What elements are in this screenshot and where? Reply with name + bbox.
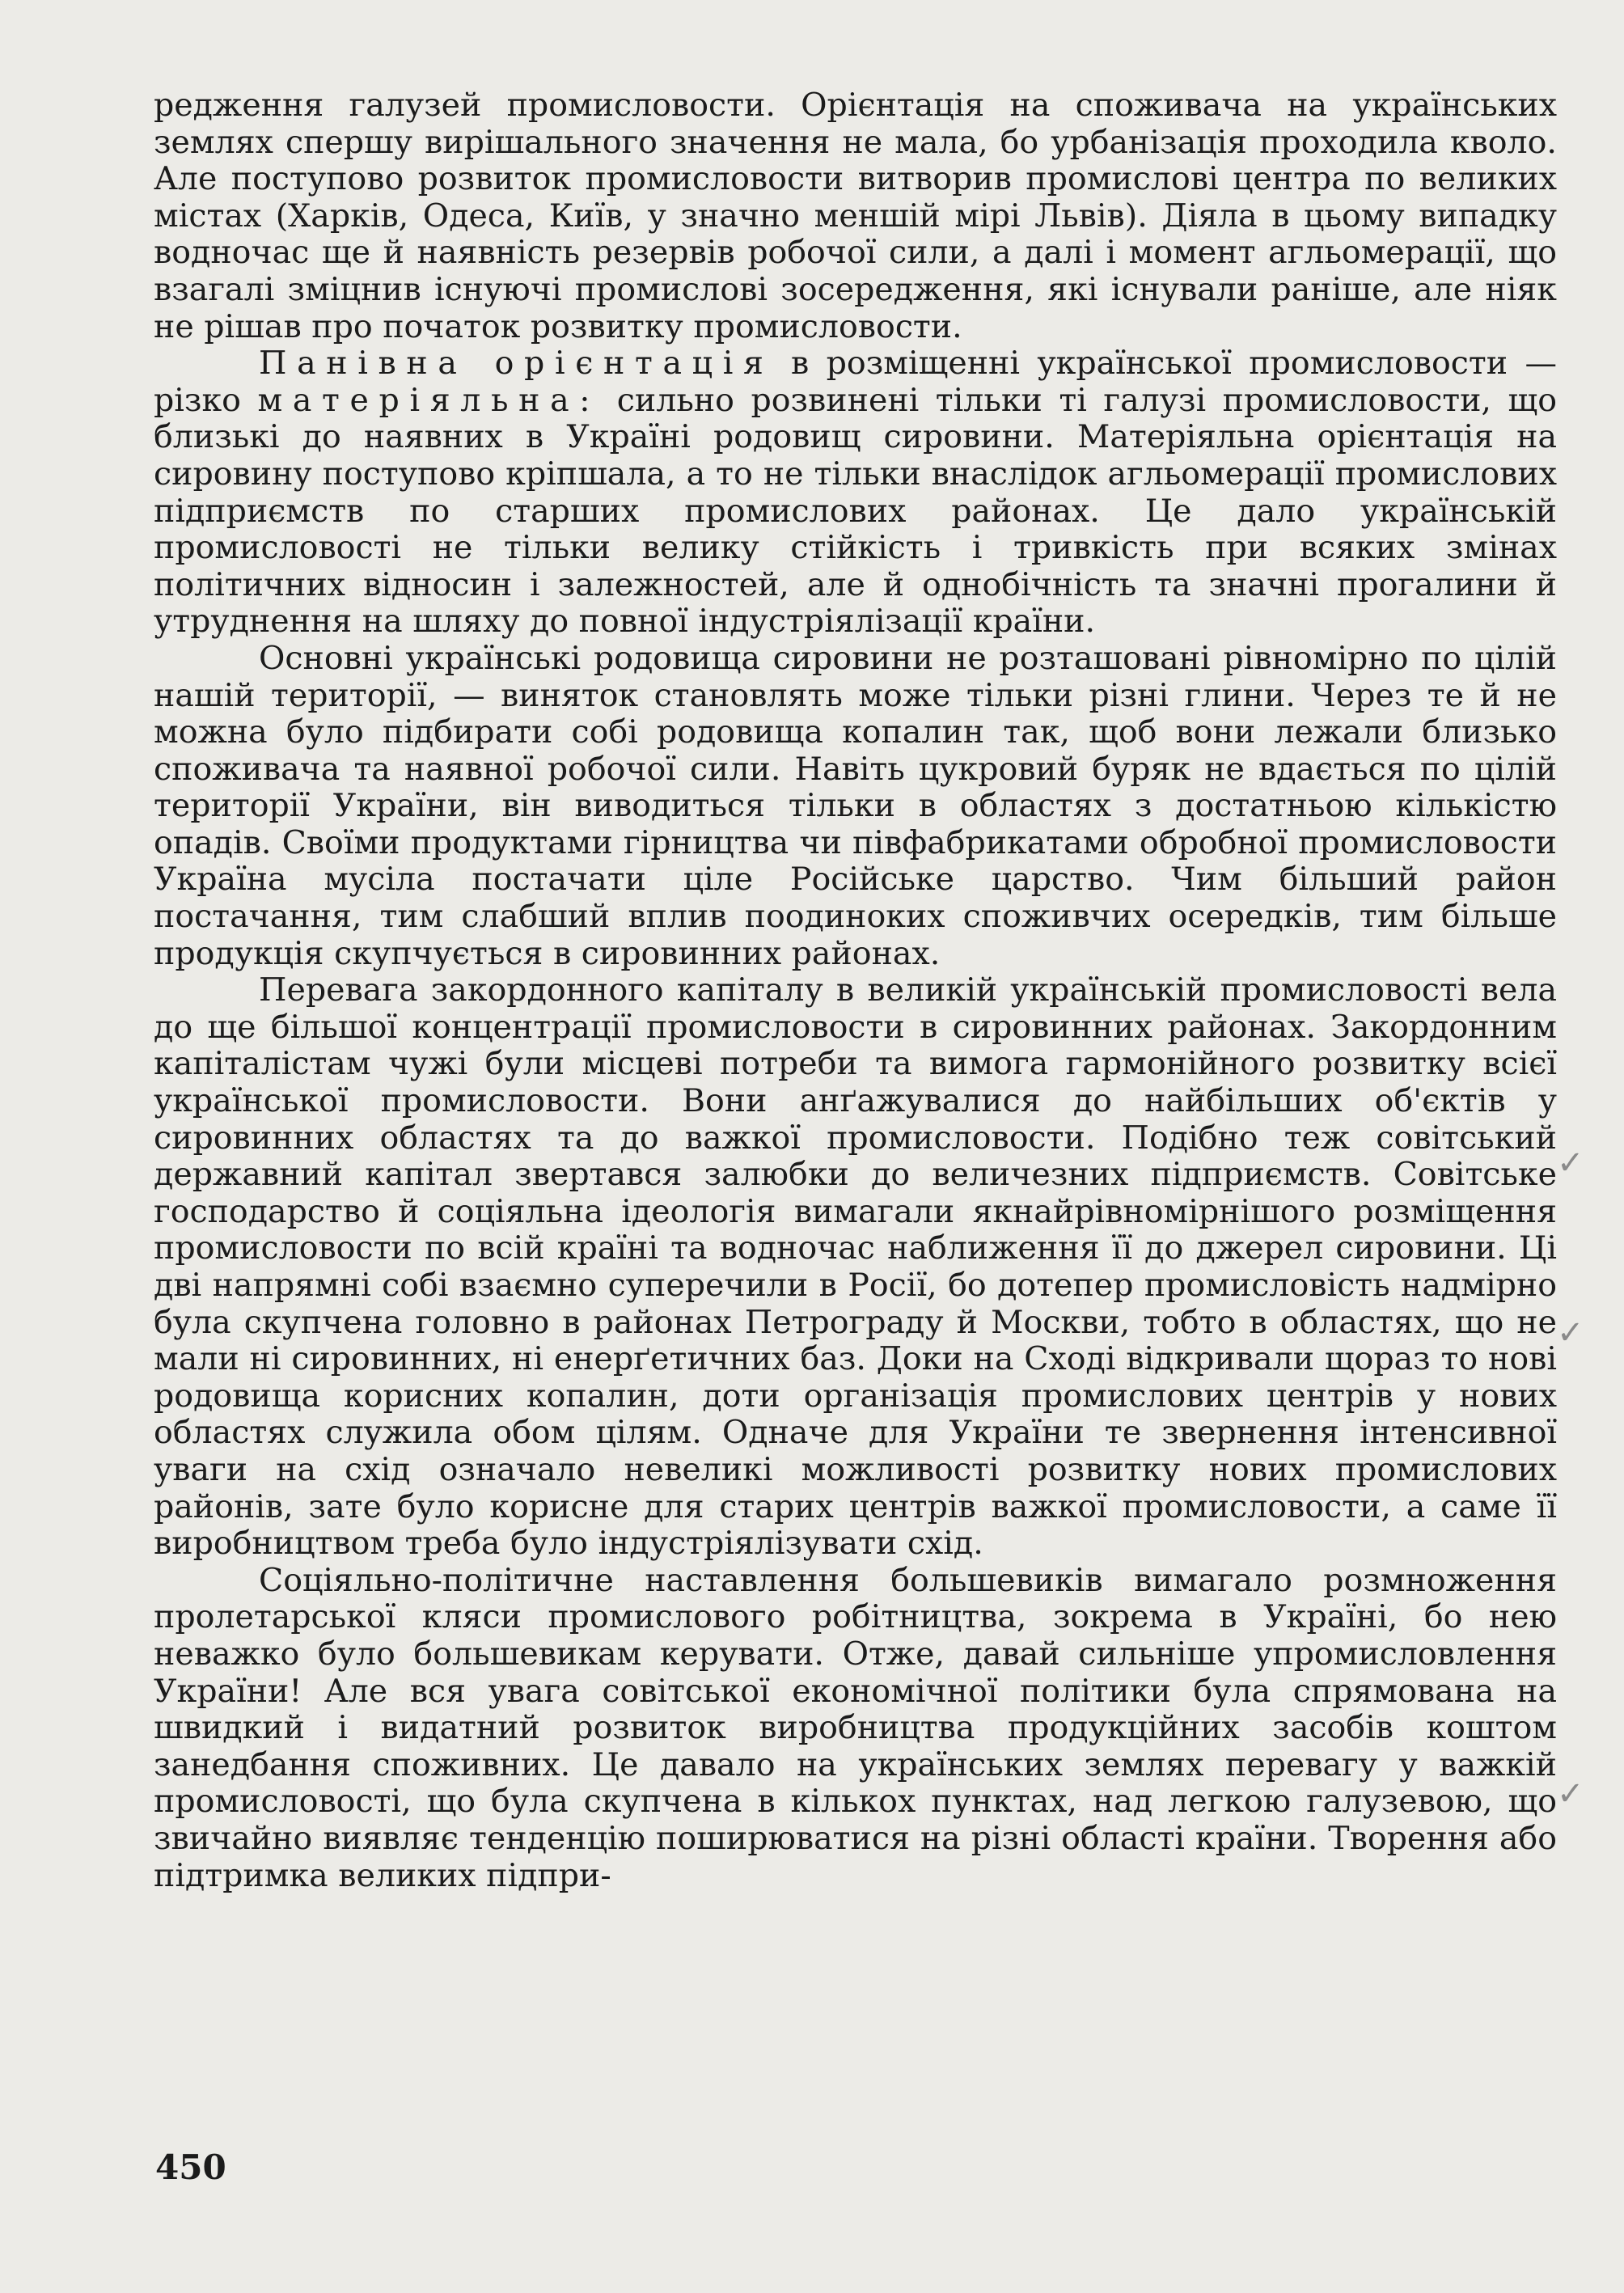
emphasis-spaced-2: матеріяльна: [257, 381, 601, 419]
paragraph-3: Основні українські родовища сировини не розташовані рівномірно по цілій нашій території, — виняток становлять може тільки різні глини. Через те й не можна було підбирати собі родовища копалин так, щоб вони лежали близько споживача та наявної робочої сили. Навіть цукровий буряк не вдається по цілій території України, він виводиться тільки в областях з достатньою кількістю опадів. Своїми продуктами гірництва чи півфабрикатами обробної промисловости Україна мусіла постачати ціле Російське царство. Чим більший район постачання, тим слабший вплив поодиноких споживчих осередків, тим більше продукція скупчується в сировинних районах. [154, 639, 1557, 972]
margin-check-mark: ✓ [1557, 1144, 1584, 1182]
paragraph-2-text-1: в розміщенні української промисловости — різко [154, 345, 1557, 419]
margin-check-mark: ✓ [1557, 1314, 1584, 1352]
paragraph-2 [154, 345, 1557, 641]
page-number: 450 [155, 2147, 226, 2187]
paragraph-1: редження галузей промисловости. Орієнтація на споживача на українських землях спершу вирішального значення не мала, бо урбанізація проходила кволо. Але поступово розвиток промисловости витворив промислові центра по великих містах (Харків, Одеса, Київ, у значно меншій мірі Львів). Діяла в цьому випадку водночас ще й наявність резервів робочої сили, а далі і момент агльомерації, що взагалі зміцнив існуючі промислові зосередження, які існували раніше, але ніяк не рішав про початок розвитку промисловости. [154, 87, 1557, 345]
paragraph-4: Перевага закордонного капіталу в великій українській промисловості вела до ще більшої концентрації промисловости в сировинних районах. Закордонним капіталістам чужі були місцеві потреби та вимога гармонійного розвитку всієї української промисловости. Вони анґажувалися до найбільших об'єктів у сировинних областях та до важкої промисловости. Подібно теж совітський державний капітал звертався залюбки до величезних підприємств. Совітське господарство й соціяльна ідеологія вимагали якнайрівномірнішого розміщення промисловости по всій країні та водночас наближення її до джерел сировини. Ці дві напрямні собі взаємно суперечили в Росії, бо дотепер промисловість надмірно була скупчена головно в районах Петрограду й Москви, тобто в областях, що не мали ні сировинних, ні енерґетичних баз. Доки на Сході відкривали щораз то нові родовища корисних копалин, доти організація промислових центрів у нових областях служила обом цілям. Одначе для України те звернення інтенсивної уваги на схід означало невеликі можливості розвитку нових промислових районів, зате було корисне для старих центрів важкої промисловости, а саме її виробництвом треба було індустріялізувати схід. [154, 971, 1557, 1563]
margin-check-mark: ✓ [1557, 1775, 1584, 1813]
paragraph-5: Соціяльно-політичне наставлення большевиків вимагало розмноження пролетарської кляси промислового робітництва, зокрема в Україні, бо нею неважко було большевикам керувати. Отже, давай сильніше упромисловлення України! Але вся увага совітської економічної політики була спрямована на швидкий і видатний розвиток виробництва продукційних засобів коштом занедбання споживних. Це давало на українських землях перевагу у важкій промисловості, що була скупчена в кількох пунктах, над легкою галузевою, що звичайно виявляє тенденцію поширюватися на різні області країни. Творення або підтримка великих підпри- [154, 1561, 1557, 1894]
body-text [154, 87, 1557, 1894]
emphasis-spaced-1: Панівна орієнтація [259, 345, 774, 383]
paragraph-2-text-2: сильно розвинені тільки ті галузі промисловости, що близькі до наявних в Україні родовищ сировини. Матеріяльна орієнтація на сировину поступово кріпшала, а то не тільки внаслідок агльомерації промислових підприємств по старших промислових районах. Це дало українській промисловості не тільки велику стійкість і тривкість при всяких змінах політичних відносин і залежностей, але й однобічність та значні прогалини й утруднення на шляху до повної індустріялізації країни. [154, 381, 1557, 641]
